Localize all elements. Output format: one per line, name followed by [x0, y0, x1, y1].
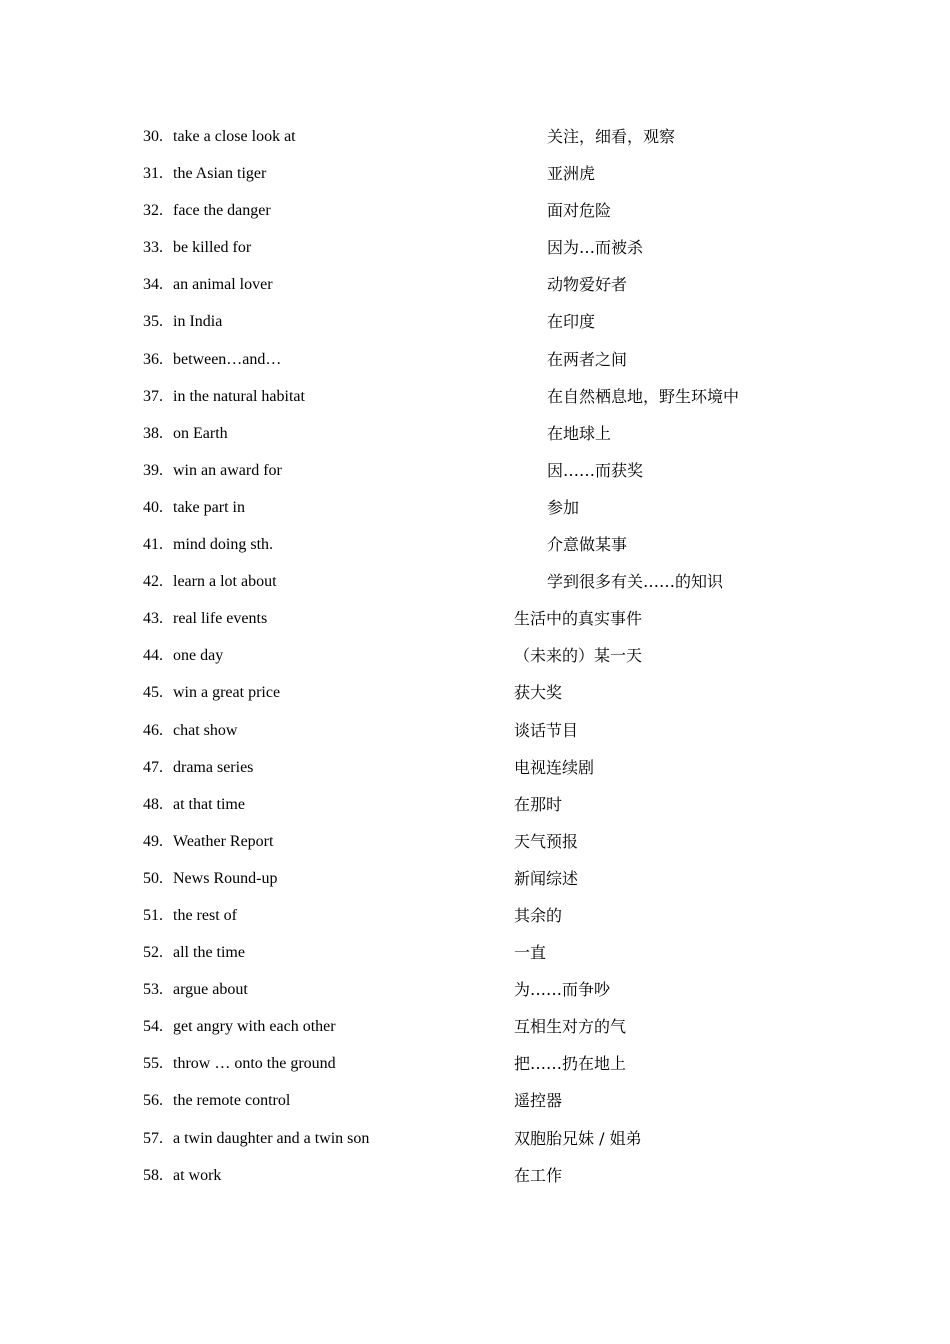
list-item [0, 1120, 950, 1157]
item-number: 41. [143, 536, 163, 554]
item-number: 57. [143, 1129, 163, 1147]
chinese-meaning: 动物爱好者 [547, 275, 628, 295]
chinese-meaning: 天气预报 [514, 831, 579, 851]
english-phrase: face the danger [173, 202, 271, 220]
item-number: 53. [143, 981, 163, 999]
chinese-meaning: 在印度 [547, 312, 596, 332]
english-phrase: on Earth [173, 424, 228, 442]
chinese-meaning: 为……而争吵 [514, 980, 611, 1000]
list-item [0, 118, 950, 155]
chinese-meaning: 因……而获奖 [547, 460, 644, 480]
item-number: 33. [143, 239, 163, 257]
item-number: 34. [143, 276, 163, 294]
chinese-meaning: 介意做某事 [547, 535, 628, 555]
item-number: 47. [143, 758, 163, 776]
chinese-meaning: 参加 [547, 497, 580, 517]
list-item [0, 229, 950, 266]
item-number: 35. [143, 313, 163, 331]
english-phrase: learn a lot about [173, 573, 277, 591]
list-item [0, 600, 950, 637]
chinese-meaning: 生活中的真实事件 [514, 609, 643, 629]
item-number: 46. [143, 721, 163, 739]
item-number: 51. [143, 906, 163, 924]
english-phrase: real life events [173, 610, 268, 628]
english-phrase: one day [173, 647, 224, 665]
list-item [0, 1008, 950, 1045]
item-number: 50. [143, 869, 163, 887]
item-number: 30. [143, 128, 163, 145]
english-phrase: throw … onto the ground [173, 1055, 336, 1073]
list-item [0, 378, 950, 415]
list-item [0, 415, 950, 452]
chinese-meaning: 在两者之间 [547, 349, 628, 369]
chinese-meaning: 学到很多有关……的知识 [547, 572, 724, 592]
chinese-meaning: 获大奖 [514, 683, 563, 703]
english-phrase: between…and… [173, 350, 282, 368]
english-phrase: the Asian tiger [173, 165, 267, 183]
item-number: 48. [143, 795, 163, 813]
chinese-meaning: 新闻综述 [514, 868, 579, 888]
item-number: 42. [143, 573, 163, 591]
list-item [0, 786, 950, 823]
english-phrase: all the time [173, 944, 245, 962]
item-number: 37. [143, 387, 163, 405]
chinese-meaning: 在那时 [514, 794, 563, 814]
item-number: 39. [143, 461, 163, 479]
item-number: 43. [143, 610, 163, 628]
vocabulary-list [0, 118, 950, 1194]
list-item [0, 155, 950, 192]
chinese-meaning: 遥控器 [514, 1091, 563, 1111]
list-item [0, 192, 950, 229]
item-number: 54. [143, 1018, 163, 1036]
item-number: 44. [143, 647, 163, 665]
chinese-meaning: 谈话节目 [514, 720, 579, 740]
chinese-meaning: 面对危险 [547, 201, 612, 221]
english-phrase: at that time [173, 795, 245, 813]
item-number: 52. [143, 944, 163, 962]
list-item [0, 1157, 950, 1194]
list-item [0, 452, 950, 489]
item-number: 45. [143, 684, 163, 702]
item-number: 36. [143, 350, 163, 368]
english-phrase: be killed for [173, 239, 252, 257]
item-number: 58. [143, 1166, 163, 1184]
chinese-meaning: 在地球上 [547, 423, 612, 443]
chinese-meaning: 双胞胎兄妹 / 姐弟 [514, 1128, 642, 1148]
item-number: 55. [143, 1055, 163, 1073]
list-item [0, 266, 950, 303]
english-phrase: drama series [173, 758, 254, 776]
english-phrase: News Round-up [173, 869, 278, 887]
item-number: 32. [143, 202, 163, 220]
item-number: 49. [143, 832, 163, 850]
english-phrase: take a close look at [173, 128, 296, 145]
chinese-meaning: 把……扔在地上 [514, 1054, 627, 1074]
chinese-meaning: 其余的 [514, 905, 563, 925]
english-phrase: a twin daughter and a twin son [173, 1129, 370, 1147]
list-item [0, 860, 950, 897]
chinese-meaning: 在工作 [514, 1165, 563, 1185]
list-item [0, 934, 950, 971]
item-number: 31. [143, 165, 163, 183]
english-phrase: an animal lover [173, 276, 273, 294]
chinese-meaning: 在自然栖息地，野生环境中 [547, 386, 740, 406]
chinese-meaning: 互相生对方的气 [514, 1017, 627, 1037]
english-phrase: in India [173, 313, 223, 331]
list-item [0, 637, 950, 674]
chinese-meaning: （未来的）某一天 [514, 646, 643, 666]
chinese-meaning: 因为…而被杀 [547, 238, 644, 258]
english-phrase: take part in [173, 498, 245, 516]
chinese-meaning: 电视连续剧 [514, 757, 595, 777]
list-item [0, 526, 950, 563]
list-item [0, 303, 950, 340]
english-phrase: mind doing sth. [173, 536, 274, 554]
english-phrase: chat show [173, 721, 238, 739]
chinese-meaning: 一直 [514, 943, 547, 963]
english-phrase: argue about [173, 981, 248, 999]
english-phrase: the rest of [173, 906, 237, 924]
item-number: 56. [143, 1092, 163, 1110]
list-item [0, 971, 950, 1008]
list-item [0, 563, 950, 600]
list-item [0, 489, 950, 526]
list-item [0, 341, 950, 378]
item-number: 40. [143, 498, 163, 516]
list-item [0, 1082, 950, 1119]
list-item [0, 897, 950, 934]
english-phrase: win an award for [173, 461, 282, 479]
english-phrase: the remote control [173, 1092, 291, 1110]
english-phrase: in the natural habitat [173, 387, 305, 405]
list-item [0, 1045, 950, 1082]
list-item [0, 823, 950, 860]
item-number: 38. [143, 424, 163, 442]
english-phrase: at work [173, 1166, 222, 1184]
chinese-meaning: 关注，细看，观察 [547, 127, 676, 146]
english-phrase: get angry with each other [173, 1018, 336, 1036]
list-item [0, 749, 950, 786]
list-item [0, 674, 950, 711]
english-phrase: win a great price [173, 684, 281, 702]
english-phrase: Weather Report [173, 832, 274, 850]
chinese-meaning: 亚洲虎 [547, 164, 596, 184]
list-item [0, 712, 950, 749]
